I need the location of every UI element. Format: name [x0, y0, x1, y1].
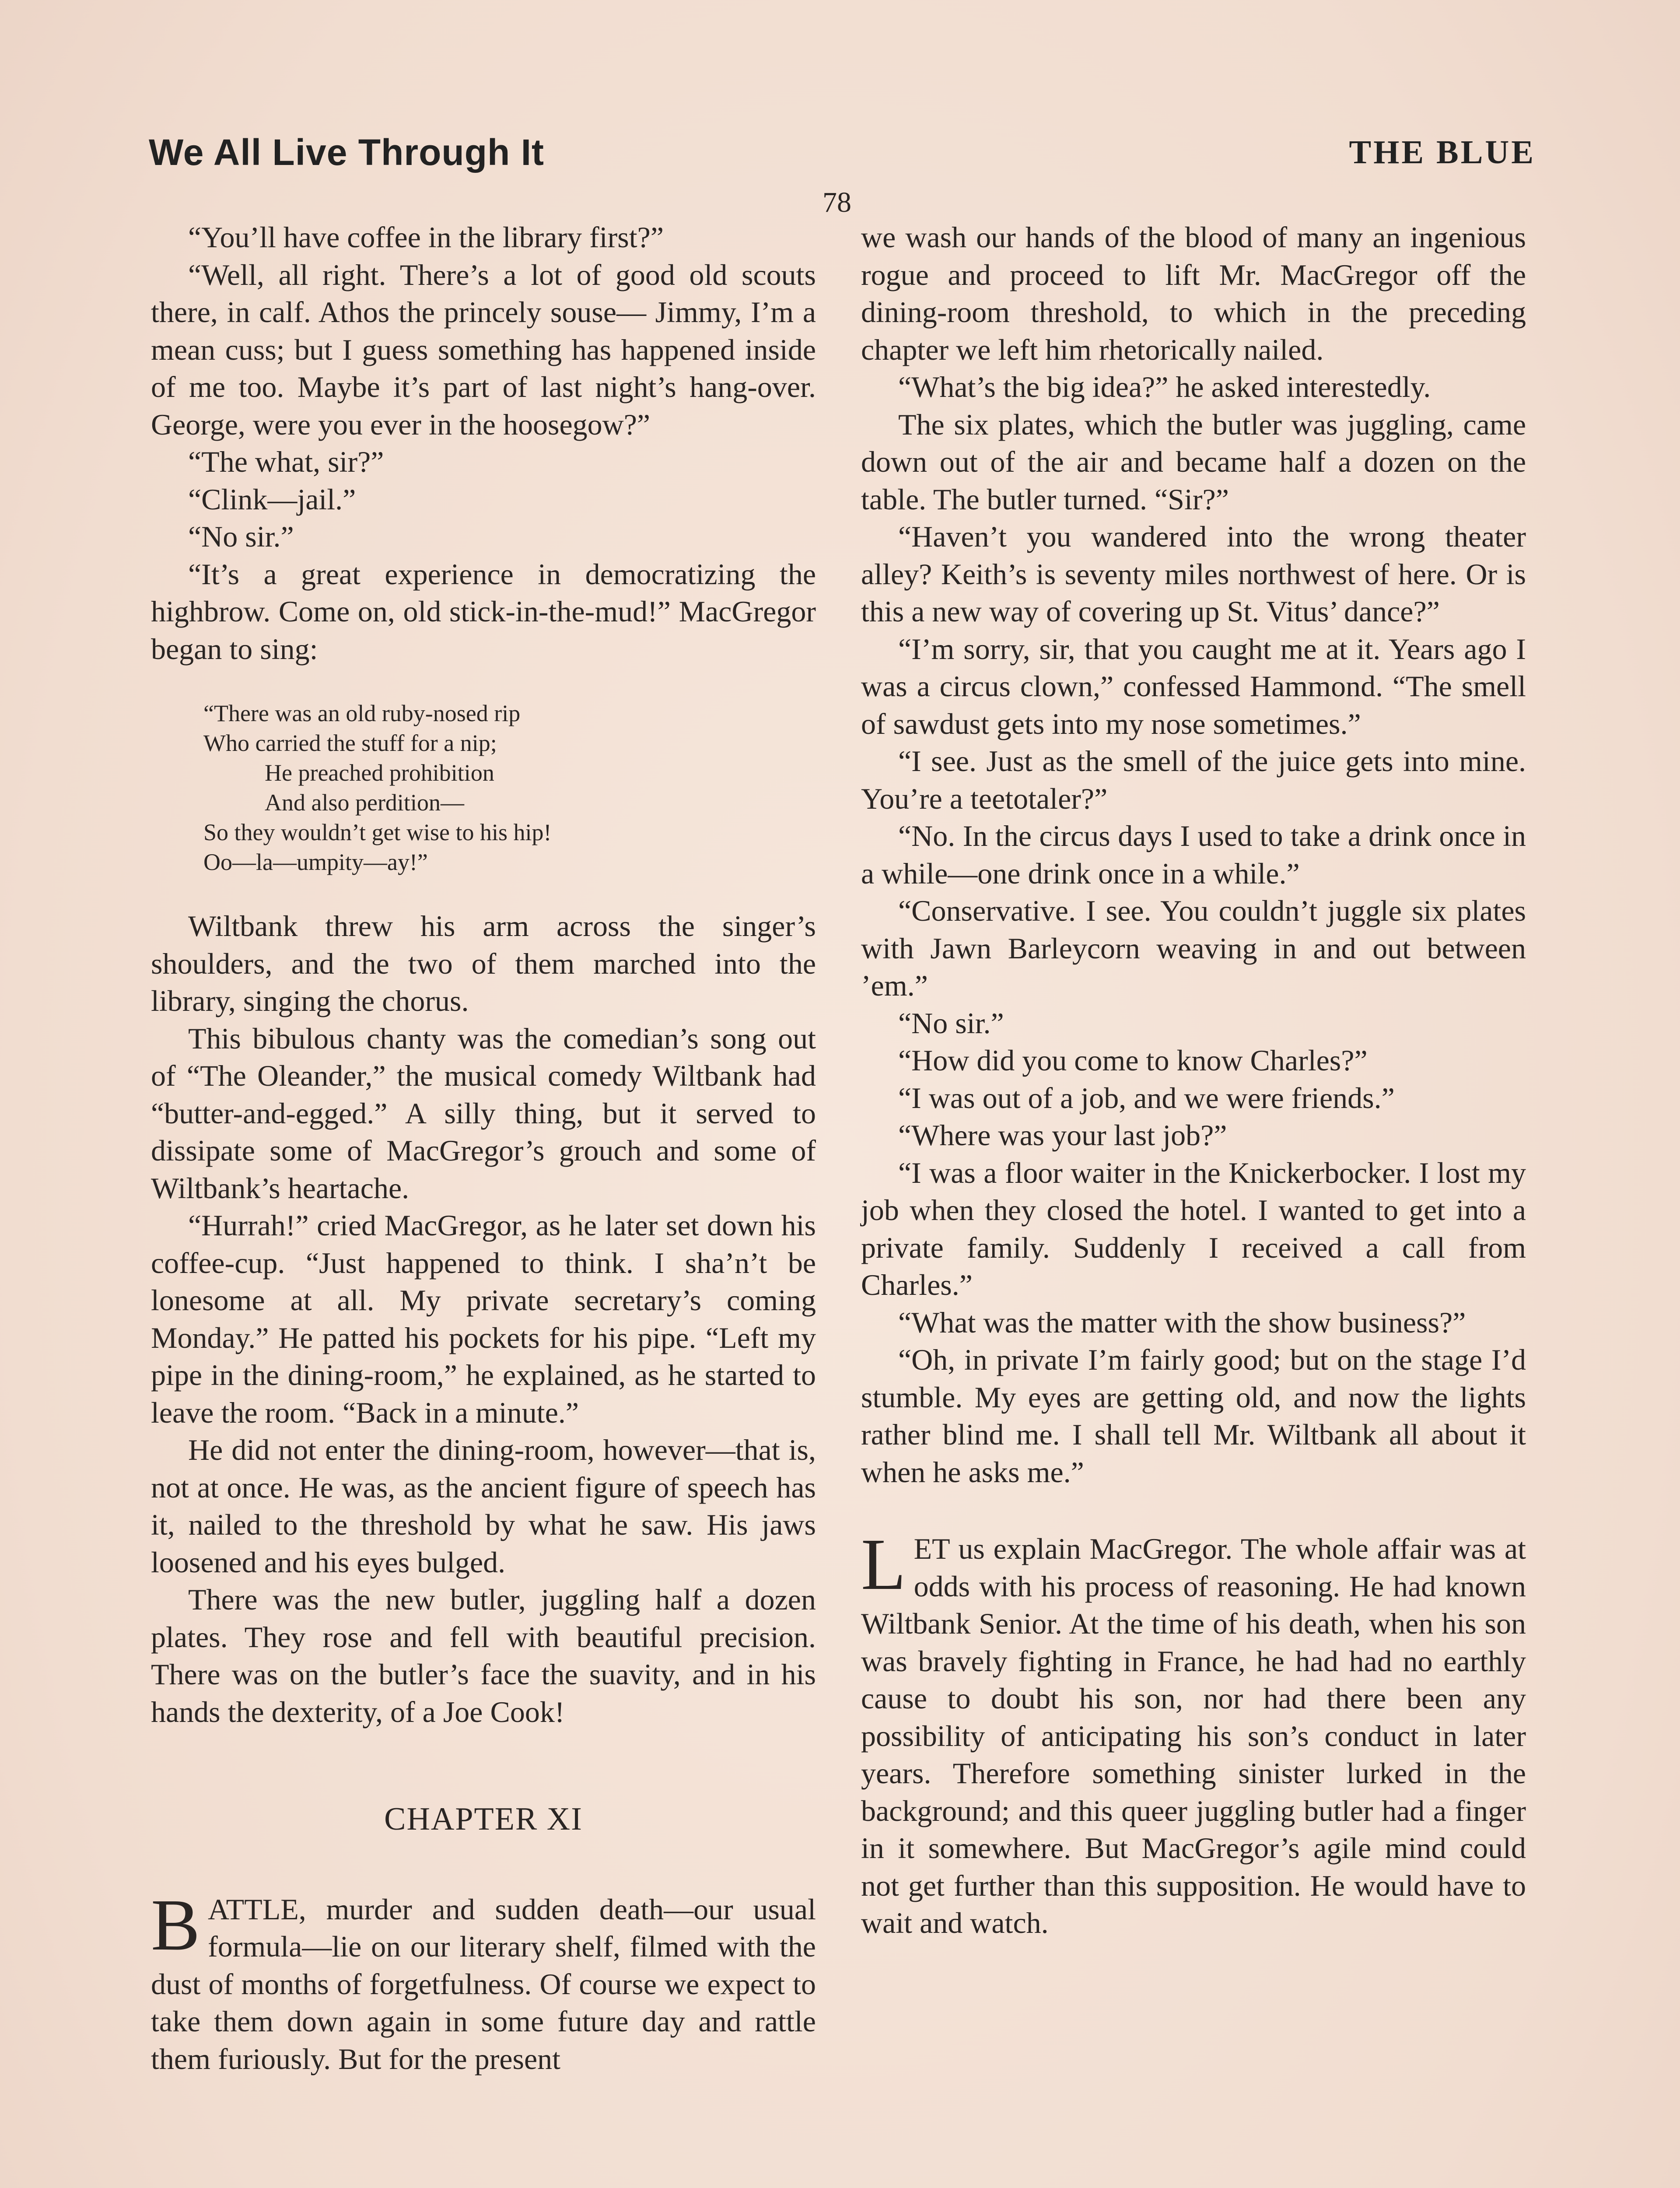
running-title-right: THE BLUE: [1349, 134, 1536, 171]
paragraph: “No sir.”: [898, 1006, 1004, 1040]
verse-line: He preached prohibition: [265, 760, 494, 786]
paragraph: “Well, all right. There’s a lot of good old scouts there, in calf. Athos the princely souse— Jimmy, I’m a mean cuss; but I guess something has happened inside of me too. Maybe it’s part of last night’s hang-over. George, were you ever in the hoosegow?”: [151, 258, 816, 441]
drop-cap: B: [151, 1884, 200, 1966]
paragraph: “No sir.”: [188, 520, 294, 553]
paragraph-text: ET us explain MacGregor. The whole affair was at odds with his process of reasoning. He had known Wiltbank Senior. At the time of his death, when his son was bravely fighting in France, he had had no earthly cause to doubt his son, nor had there been any possibility of anticipating his son’s conduct in later years. Therefore something sinister lurked in the background; and this queer juggling butler had a finger in it somewhere. But MacGregor’s agile mind could not get further than this supposition. He would have to wait and watch.: [861, 1532, 1526, 1939]
paragraph: The six plates, which the butler was juggling, came down out of the air and became half a dozen on the table. The butler turned. “Sir?”: [861, 407, 1526, 516]
drop-cap: L: [861, 1524, 906, 1605]
paragraph: “Haven’t you wandered into the wrong theater alley? Keith’s is seventy miles northwest of here. Or is this a new way of covering up St. Vitus’ dance?”: [861, 520, 1526, 628]
verse-line: And also perdition—: [265, 789, 464, 816]
right-column: [861, 219, 1526, 1942]
section-break: [861, 1491, 1526, 1530]
paragraph: Wiltbank threw his arm across the singer’s shoulders, and the two of them marched into the library, singing the chorus.: [151, 909, 816, 1017]
page-number: 78: [822, 186, 851, 218]
paragraph: “What’s the big idea?” he asked interestedly.: [898, 370, 1431, 403]
verse-line: Oo—la—umpity—ay!”: [203, 849, 428, 875]
paragraph: we wash our hands of the blood of many an ingenious rogue and proceed to lift Mr. MacGregor off the dining-room threshold, to which in the preceding chapter we left him rhetorically nailed.: [861, 221, 1526, 366]
verse-line: Who carried the stuff for a nip;: [203, 730, 497, 756]
paragraph: “You’ll have coffee in the library first?”: [188, 221, 664, 254]
paragraph: “I was a floor waiter in the Knickerbocker. I lost my job when they closed the hotel. I wanted to get into a private family. Suddenly I received a call from Charles.”: [861, 1156, 1526, 1301]
paragraph: “Oh, in private I’m fairly good; but on the stage I’d stumble. My eyes are getting old, and now the lights rather blind me. I shall tell Mr. Wiltbank all about it when he asks me.”: [861, 1343, 1526, 1489]
paragraph: There was the new butler, juggling half a dozen plates. They rose and fell with beautiful precision. There was on the butler’s face the suavity, and in his hands the dexterity, of a Joe Cook!: [151, 1583, 816, 1729]
verse-line: “There was an old ruby-nosed rip: [203, 700, 521, 726]
paragraph-text: ATTLE, murder and sudden death—our usual formula—lie on our literary shelf, filmed with the dust of months of forgetfulness. Of course we expect to take them down again in some future day and rattle them furiously. But for the present: [151, 1892, 816, 2076]
song-verse: [203, 698, 816, 877]
section-opening-paragraph: [861, 1524, 1526, 1942]
running-title-left: We All Live Through It: [149, 132, 544, 173]
paragraph: “Where was your last job?”: [898, 1119, 1227, 1152]
paragraph: This bibulous chanty was the comedian’s song out of “The Oleander,” the musical comedy Wiltbank had “butter-and-egged.” A silly thing, but it served to dissipate some of MacGregor’s grouch and some of Wiltbank’s heartache.: [151, 1021, 816, 1205]
paragraph: “No. In the circus days I used to take a drink once in a while—one drink once in a while.”: [861, 819, 1526, 890]
paragraph: “The what, sir?”: [188, 445, 384, 478]
paragraph: “Clink—jail.”: [188, 482, 356, 516]
chapter-opening-paragraph: [151, 1884, 816, 2078]
paragraph: “I was out of a job, and we were friends.”: [898, 1081, 1395, 1115]
paragraph: He did not enter the dining-room, however—that is, not at once. He was, as the ancient figure of speech has it, nailed to the threshold by what he saw. His jaws loosened and his eyes bulged.: [151, 1433, 816, 1579]
left-column: [151, 219, 816, 2078]
chapter-heading: CHAPTER XI: [384, 1801, 583, 1837]
paragraph: “How did you come to know Charles?”: [898, 1044, 1368, 1077]
paragraph: “I’m sorry, sir, that you caught me at it. Years ago I was a circus clown,” confessed Hammond. “The smell of sawdust gets into my nose sometimes.”: [861, 632, 1526, 740]
paragraph: “Conservative. I see. You couldn’t juggle six plates with Jawn Barleycorn weaving in and out between ’em.”: [861, 894, 1526, 1002]
paragraph: “It’s a great experience in democratizing the highbrow. Come on, old stick-in-the-mud!” MacGregor began to sing:: [151, 557, 816, 666]
paragraph: “I see. Just as the smell of the juice gets into mine. You’re a teetotaler?”: [861, 744, 1526, 815]
paragraph: “Hurrah!” cried MacGregor, as he later set down his coffee-cup. “Just happened to think. I sha’n’t be lonesome at all. My private secretary’s coming Monday.” He patted his pockets for his pipe. “Left my pipe in the dining-room,” he explained, as he started to leave the room. “Back in a minute.”: [151, 1209, 816, 1429]
paragraph: “What was the matter with the show business?”: [898, 1305, 1466, 1339]
verse-line: So they wouldn’t get wise to his hip!: [203, 819, 552, 845]
